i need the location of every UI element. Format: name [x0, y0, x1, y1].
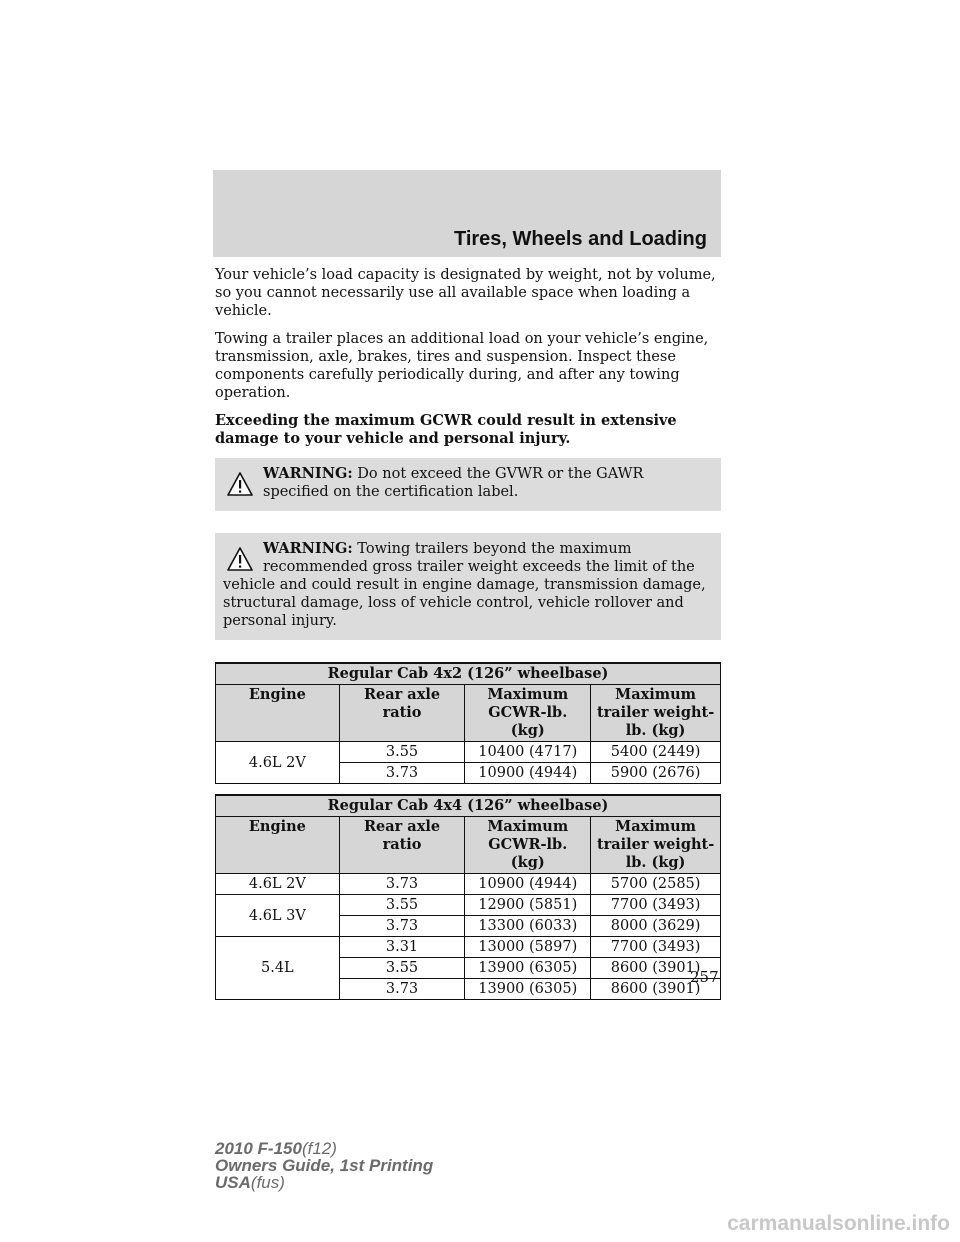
gcwr-notice: Exceeding the maximum GCWR could result in extensive damage to your vehicle and personal injury.: [215, 412, 677, 447]
column-header-trailer-weight: Maximum trailer weight-lb. (kg): [591, 817, 721, 874]
table-regular-cab-4x4: [215, 794, 721, 1000]
column-header-gcwr: Maximum GCWR-lb. (kg): [465, 817, 591, 874]
trailer-weight-cell: 7700 (3493): [591, 895, 721, 916]
column-header-trailer-weight: Maximum trailer weight-lb. (kg): [591, 685, 721, 742]
trailer-weight-cell: 8600 (3901): [591, 979, 721, 1000]
footer-market-code: (fus): [250, 1173, 285, 1192]
paragraph-load-capacity: Your vehicle’s load capacity is designated by weight, not by volume, so you cannot necessarily use all available space when loading a vehicle.: [215, 267, 716, 319]
engine-cell: 5.4L: [216, 937, 340, 1000]
axle-ratio-cell: 3.73: [339, 874, 465, 895]
axle-ratio-cell: 3.55: [339, 958, 465, 979]
trailer-weight-cell: 8600 (3901): [591, 958, 721, 979]
column-header-axle-ratio: Rear axle ratio: [339, 817, 465, 874]
engine-cell: 4.6L 3V: [216, 895, 340, 937]
gcwr-cell: 10400 (4717): [465, 742, 591, 763]
footer-printing: Owners Guide, 1st Printing: [215, 1156, 434, 1175]
column-header-engine: Engine: [216, 817, 340, 874]
table-row: [216, 937, 721, 958]
gcwr-cell: 13300 (6033): [465, 916, 591, 937]
footer-model: 2010 F-150: [215, 1139, 302, 1158]
section-header-band: [213, 170, 721, 257]
table-row: [216, 742, 721, 763]
engine-cell: 4.6L 2V: [216, 874, 340, 895]
column-header-engine: Engine: [216, 685, 340, 742]
print-footer: [215, 1140, 433, 1191]
footer-market: USA: [215, 1173, 251, 1192]
axle-ratio-cell: 3.31: [339, 937, 465, 958]
table-title: Regular Cab 4x2 (126” wheelbase): [216, 663, 721, 685]
trailer-weight-cell: 5900 (2676): [591, 763, 721, 784]
gcwr-cell: 10900 (4944): [465, 874, 591, 895]
footer-line-model: [215, 1140, 433, 1157]
trailer-weight-cell: 7700 (3493): [591, 937, 721, 958]
table-regular-cab-4x2: [215, 662, 721, 784]
trailer-weight-cell: 5700 (2585): [591, 874, 721, 895]
page-content: [215, 266, 721, 1010]
axle-ratio-cell: 3.73: [339, 763, 465, 784]
gcwr-cell: 13900 (6305): [465, 979, 591, 1000]
warning-triangle-icon: [227, 472, 253, 496]
warning-triangle-icon: [227, 547, 253, 571]
site-watermark: carmanualsonline.info: [727, 1212, 950, 1235]
section-title: Tires, Wheels and Loading: [453, 228, 707, 250]
warning-text: Towing trailers beyond the maximum recommended gross trailer weight exceeds the limit of the vehicle and could result in engine damage, transmission damage, structural damage, loss of vehicle control, vehicle rollover and personal injury.: [223, 541, 706, 629]
gcwr-cell: 12900 (5851): [465, 895, 591, 916]
page-number: 257: [690, 968, 719, 986]
warning-box-towing: [215, 533, 721, 640]
warning-text: Do not exceed the GVWR or the GAWR specified on the certification label.: [263, 466, 644, 500]
table-title: Regular Cab 4x4 (126” wheelbase): [216, 795, 721, 817]
axle-ratio-cell: 3.73: [339, 916, 465, 937]
engine-cell: 4.6L 2V: [216, 742, 340, 784]
gcwr-cell: 10900 (4944): [465, 763, 591, 784]
gcwr-cell: 13000 (5897): [465, 937, 591, 958]
table-row: [216, 895, 721, 916]
warning-label: WARNING:: [263, 540, 353, 557]
axle-ratio-cell: 3.73: [339, 979, 465, 1000]
table-row: [216, 874, 721, 895]
axle-ratio-cell: 3.55: [339, 742, 465, 763]
paragraph-towing: Towing a trailer places an additional load on your vehicle’s engine, transmission, axle, brakes, tires and suspension. Inspect these components carefully periodically during, and after any towing operation.: [215, 331, 709, 401]
footer-model-code: (f12): [301, 1139, 337, 1158]
trailer-weight-cell: 8000 (3629): [591, 916, 721, 937]
trailer-weight-cell: 5400 (2449): [591, 742, 721, 763]
column-header-gcwr: Maximum GCWR-lb. (kg): [465, 685, 591, 742]
column-header-axle-ratio: Rear axle ratio: [339, 685, 465, 742]
axle-ratio-cell: 3.55: [339, 895, 465, 916]
footer-line-market: [215, 1174, 433, 1191]
gcwr-cell: 13900 (6305): [465, 958, 591, 979]
warning-box-gvwr: [215, 458, 721, 511]
warning-label: WARNING:: [263, 465, 353, 482]
